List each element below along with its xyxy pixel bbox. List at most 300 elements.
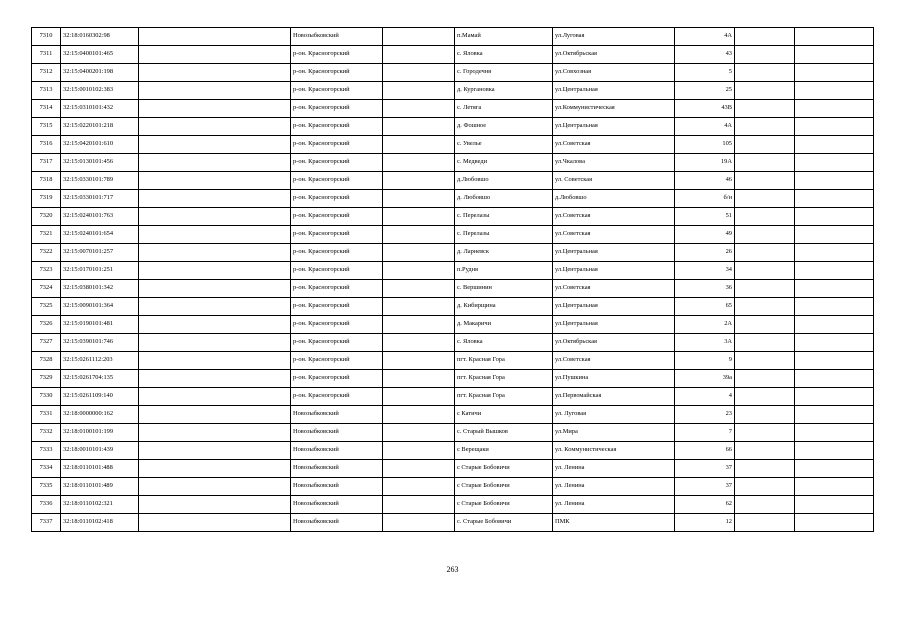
cell-empty <box>735 64 795 82</box>
cell-row-number: 7321 <box>32 226 61 244</box>
cell-settlement: с. Увелье <box>455 136 553 154</box>
cell-empty <box>735 424 795 442</box>
cell-empty <box>139 46 291 64</box>
cell-empty <box>139 154 291 172</box>
cell-house-number: 7 <box>675 424 735 442</box>
cell-house-number: 26 <box>675 244 735 262</box>
cell-empty <box>139 28 291 46</box>
cell-settlement: с Старые Бобовичи <box>455 478 553 496</box>
cell-district: р-он. Красногорский <box>291 388 383 406</box>
cell-cadastral-number: 32:15:0261704:135 <box>61 370 139 388</box>
cell-empty <box>139 136 291 154</box>
cell-empty <box>139 406 291 424</box>
cell-empty <box>383 442 455 460</box>
cell-street: ул.Советская <box>553 208 675 226</box>
table-row <box>32 244 874 262</box>
cell-street: ул. Ленина <box>553 478 675 496</box>
table-row <box>32 262 874 280</box>
cell-settlement: с Старые Бобовичи <box>455 460 553 478</box>
table-row <box>32 460 874 478</box>
cell-empty <box>383 28 455 46</box>
cell-empty <box>735 28 795 46</box>
cell-house-number: 5 <box>675 64 735 82</box>
cell-street: ул.Октябрьская <box>553 46 675 64</box>
table-row <box>32 370 874 388</box>
cell-empty <box>795 82 874 100</box>
cell-district: р-он. Красногорский <box>291 118 383 136</box>
cell-cadastral-number: 32:18:0000000:162 <box>61 406 139 424</box>
cell-house-number: 19А <box>675 154 735 172</box>
cell-empty <box>735 262 795 280</box>
table-row <box>32 118 874 136</box>
cell-empty <box>795 334 874 352</box>
cell-empty <box>383 172 455 190</box>
cell-district: Новозыбковский <box>291 424 383 442</box>
cell-cadastral-number: 32:15:0261112:203 <box>61 352 139 370</box>
table-row <box>32 154 874 172</box>
cell-cadastral-number: 32:18:0010101:439 <box>61 442 139 460</box>
cell-district: Новозыбковский <box>291 496 383 514</box>
cell-empty <box>735 118 795 136</box>
cell-empty <box>795 154 874 172</box>
cell-empty <box>735 226 795 244</box>
cell-settlement: пгт. Красная Гора <box>455 370 553 388</box>
cell-district: р-он. Красногорский <box>291 316 383 334</box>
cell-district: р-он. Красногорский <box>291 298 383 316</box>
table-row <box>32 64 874 82</box>
cell-house-number: 25 <box>675 82 735 100</box>
cell-empty <box>795 298 874 316</box>
cell-empty <box>795 388 874 406</box>
table-row <box>32 388 874 406</box>
cell-row-number: 7329 <box>32 370 61 388</box>
cell-cadastral-number: 32:18:0110102:321 <box>61 496 139 514</box>
cell-empty <box>795 262 874 280</box>
cell-cadastral-number: 32:15:0090101:364 <box>61 298 139 316</box>
cell-empty <box>383 280 455 298</box>
cell-settlement: с. Старый Вышков <box>455 424 553 442</box>
cell-cadastral-number: 32:15:0261109:140 <box>61 388 139 406</box>
cell-settlement: с. Городечня <box>455 64 553 82</box>
cell-empty <box>139 280 291 298</box>
cell-house-number: 4А <box>675 28 735 46</box>
cell-empty <box>139 208 291 226</box>
table-row <box>32 496 874 514</box>
cell-empty <box>735 280 795 298</box>
cell-empty <box>383 370 455 388</box>
cell-empty <box>139 316 291 334</box>
cell-empty <box>735 334 795 352</box>
cell-street: ул. Ленина <box>553 460 675 478</box>
cell-street: ул.Советская <box>553 226 675 244</box>
cell-house-number: 66 <box>675 442 735 460</box>
cell-row-number: 7326 <box>32 316 61 334</box>
table-row <box>32 316 874 334</box>
cell-empty <box>383 82 455 100</box>
cell-empty <box>795 118 874 136</box>
cell-settlement: д. Макаричи <box>455 316 553 334</box>
cell-row-number: 7316 <box>32 136 61 154</box>
table-row <box>32 46 874 64</box>
cell-row-number: 7335 <box>32 478 61 496</box>
cell-empty <box>795 28 874 46</box>
cell-empty <box>383 478 455 496</box>
cell-empty <box>139 82 291 100</box>
cell-settlement: пгт. Красная Гора <box>455 352 553 370</box>
cell-row-number: 7336 <box>32 496 61 514</box>
cell-empty <box>383 118 455 136</box>
cell-house-number: 37 <box>675 460 735 478</box>
cell-empty <box>383 244 455 262</box>
cell-empty <box>383 514 455 532</box>
cell-cadastral-number: 32:15:0240101:654 <box>61 226 139 244</box>
table-row <box>32 226 874 244</box>
cell-empty <box>795 244 874 262</box>
cell-empty <box>735 208 795 226</box>
cell-street: ул.Центральная <box>553 262 675 280</box>
cell-empty <box>139 334 291 352</box>
cell-empty <box>139 352 291 370</box>
cell-house-number: 105 <box>675 136 735 154</box>
cell-empty <box>383 262 455 280</box>
cell-empty <box>139 262 291 280</box>
cell-empty <box>795 100 874 118</box>
cell-empty <box>139 388 291 406</box>
cell-house-number: 4А <box>675 118 735 136</box>
cell-row-number: 7312 <box>32 64 61 82</box>
cell-settlement: пгт. Красная Гора <box>455 388 553 406</box>
cell-street: ул.Центральная <box>553 118 675 136</box>
cell-house-number: 9 <box>675 352 735 370</box>
table-row <box>32 478 874 496</box>
cell-row-number: 7311 <box>32 46 61 64</box>
cell-cadastral-number: 32:15:0240101:763 <box>61 208 139 226</box>
cell-house-number: 2А <box>675 316 735 334</box>
cell-house-number: 39а <box>675 370 735 388</box>
table-row <box>32 280 874 298</box>
cell-empty <box>139 190 291 208</box>
cell-empty <box>795 370 874 388</box>
cell-district: р-он. Красногорский <box>291 46 383 64</box>
cell-cadastral-number: 32:18:0110101:489 <box>61 478 139 496</box>
cell-house-number: 12 <box>675 514 735 532</box>
table-row <box>32 298 874 316</box>
cell-house-number: 62 <box>675 496 735 514</box>
cell-settlement: д. Кургановка <box>455 82 553 100</box>
cell-street: ул.Пушкина <box>553 370 675 388</box>
cell-settlement: с Верещаки <box>455 442 553 460</box>
cell-empty <box>795 280 874 298</box>
cell-settlement: д. Любовшо <box>455 190 553 208</box>
cell-row-number: 7319 <box>32 190 61 208</box>
cell-district: Новозыбковский <box>291 28 383 46</box>
cell-row-number: 7330 <box>32 388 61 406</box>
page-number: 263 <box>446 565 459 574</box>
cell-empty <box>735 100 795 118</box>
cell-house-number: 23 <box>675 406 735 424</box>
cell-cadastral-number: 32:15:0070101:257 <box>61 244 139 262</box>
cell-empty <box>795 496 874 514</box>
cell-cadastral-number: 32:15:0190101:481 <box>61 316 139 334</box>
cell-empty <box>735 406 795 424</box>
cell-row-number: 7313 <box>32 82 61 100</box>
cell-street: ул.Центральная <box>553 82 675 100</box>
cell-empty <box>735 496 795 514</box>
cell-empty <box>139 172 291 190</box>
cell-district: р-он. Красногорский <box>291 154 383 172</box>
cell-street: ул.Мира <box>553 424 675 442</box>
cell-cadastral-number: 32:15:0330101:717 <box>61 190 139 208</box>
cell-empty <box>735 514 795 532</box>
cell-district: р-он. Красногорский <box>291 352 383 370</box>
cell-settlement: д. Фошное <box>455 118 553 136</box>
cell-house-number: 49 <box>675 226 735 244</box>
cell-empty <box>735 388 795 406</box>
cell-cadastral-number: 32:15:0220101:218 <box>61 118 139 136</box>
cell-house-number: 46 <box>675 172 735 190</box>
cell-district: р-он. Красногорский <box>291 172 383 190</box>
cell-empty <box>139 514 291 532</box>
cell-street: ул.Советская <box>553 280 675 298</box>
cell-cadastral-number: 32:18:0110101:488 <box>61 460 139 478</box>
cell-row-number: 7325 <box>32 298 61 316</box>
cell-street: ул.Первомайская <box>553 388 675 406</box>
cell-district: Новозыбковский <box>291 460 383 478</box>
cell-row-number: 7323 <box>32 262 61 280</box>
cell-row-number: 7328 <box>32 352 61 370</box>
cell-house-number: 51 <box>675 208 735 226</box>
cell-empty <box>795 208 874 226</box>
cell-district: р-он. Красногорский <box>291 136 383 154</box>
cell-empty <box>139 64 291 82</box>
cell-district: р-он. Красногорский <box>291 190 383 208</box>
table-row <box>32 514 874 532</box>
cell-street: ул.Чкалова <box>553 154 675 172</box>
cell-street: ул.Центральная <box>553 244 675 262</box>
cell-empty <box>735 244 795 262</box>
cell-row-number: 7317 <box>32 154 61 172</box>
cell-empty <box>383 496 455 514</box>
cell-district: Новозыбковский <box>291 406 383 424</box>
cell-empty <box>383 154 455 172</box>
cell-district: р-он. Красногорский <box>291 370 383 388</box>
cell-cadastral-number: 32:15:0400201:198 <box>61 64 139 82</box>
table-row <box>32 136 874 154</box>
cell-empty <box>383 136 455 154</box>
cell-house-number: 43В <box>675 100 735 118</box>
cell-street: ул. Ленина <box>553 496 675 514</box>
cell-empty <box>735 370 795 388</box>
cell-empty <box>139 100 291 118</box>
cell-empty <box>383 208 455 226</box>
cell-street: д.Любовшо <box>553 190 675 208</box>
cell-empty <box>795 424 874 442</box>
cell-empty <box>795 316 874 334</box>
cell-empty <box>139 460 291 478</box>
cell-empty <box>735 190 795 208</box>
cell-house-number: 43 <box>675 46 735 64</box>
cell-empty <box>383 388 455 406</box>
cell-settlement: с. Летяга <box>455 100 553 118</box>
cell-house-number: 4 <box>675 388 735 406</box>
cell-street: ул.Октябрьская <box>553 334 675 352</box>
cell-row-number: 7322 <box>32 244 61 262</box>
cell-empty <box>735 172 795 190</box>
cell-row-number: 7332 <box>32 424 61 442</box>
table-row <box>32 424 874 442</box>
cell-empty <box>795 46 874 64</box>
cell-empty <box>383 460 455 478</box>
cell-cadastral-number: 32:18:0160302:98 <box>61 28 139 46</box>
table-row <box>32 100 874 118</box>
cell-row-number: 7334 <box>32 460 61 478</box>
cell-empty <box>795 478 874 496</box>
cell-cadastral-number: 32:15:0390101:746 <box>61 334 139 352</box>
cell-district: р-он. Красногорский <box>291 208 383 226</box>
cell-cadastral-number: 32:15:0170101:251 <box>61 262 139 280</box>
cell-house-number: 37 <box>675 478 735 496</box>
cell-empty <box>139 244 291 262</box>
cell-empty <box>795 64 874 82</box>
cell-row-number: 7333 <box>32 442 61 460</box>
cell-empty <box>735 460 795 478</box>
cell-settlement: с. Яловка <box>455 334 553 352</box>
cell-empty <box>735 442 795 460</box>
cell-empty <box>795 514 874 532</box>
cell-district: р-он. Красногорский <box>291 262 383 280</box>
cell-cadastral-number: 32:15:0310101:432 <box>61 100 139 118</box>
cell-cadastral-number: 32:15:0380101:342 <box>61 280 139 298</box>
cell-house-number: 36 <box>675 280 735 298</box>
cell-empty <box>383 334 455 352</box>
cell-empty <box>795 442 874 460</box>
cell-settlement: с. Перелазы <box>455 208 553 226</box>
cell-street: ул.Коммунистическая <box>553 100 675 118</box>
cell-row-number: 7320 <box>32 208 61 226</box>
cell-street: ул.Совхозная <box>553 64 675 82</box>
cell-empty <box>383 226 455 244</box>
cell-empty <box>735 136 795 154</box>
cell-settlement: с Старые Бобовичи <box>455 496 553 514</box>
cell-empty <box>139 118 291 136</box>
cell-settlement: д.Любовшо <box>455 172 553 190</box>
cell-empty <box>795 460 874 478</box>
cell-house-number: 34 <box>675 262 735 280</box>
cell-settlement: п.Мамай <box>455 28 553 46</box>
cell-empty <box>795 406 874 424</box>
registry-table <box>31 27 874 532</box>
cell-empty <box>795 136 874 154</box>
cell-settlement: с Катичи <box>455 406 553 424</box>
cell-street: ул.Советская <box>553 352 675 370</box>
cell-empty <box>139 442 291 460</box>
cell-street: ПМК <box>553 514 675 532</box>
cell-street: ул. Коммунистическая <box>553 442 675 460</box>
cell-empty <box>139 424 291 442</box>
cell-settlement: д. Ларневск <box>455 244 553 262</box>
cell-street: ул.Центральная <box>553 316 675 334</box>
registry-table-body <box>32 28 874 532</box>
cell-empty <box>795 226 874 244</box>
cell-settlement: д. Кибирщина <box>455 298 553 316</box>
table-row <box>32 406 874 424</box>
cell-district: Новозыбковский <box>291 478 383 496</box>
cell-cadastral-number: 32:15:0420101:610 <box>61 136 139 154</box>
cell-row-number: 7315 <box>32 118 61 136</box>
cell-house-number: 65 <box>675 298 735 316</box>
cell-district: р-он. Красногорский <box>291 226 383 244</box>
cell-settlement: с. Старые Бобовичи <box>455 514 553 532</box>
cell-cadastral-number: 32:18:0110102:418 <box>61 514 139 532</box>
cell-street: ул. Советская <box>553 172 675 190</box>
cell-empty <box>139 298 291 316</box>
cell-empty <box>139 478 291 496</box>
cell-district: р-он. Красногорский <box>291 244 383 262</box>
cell-house-number: 3А <box>675 334 735 352</box>
cell-district: р-он. Красногорский <box>291 64 383 82</box>
cell-row-number: 7324 <box>32 280 61 298</box>
cell-empty <box>383 406 455 424</box>
cell-settlement: с. Медведи <box>455 154 553 172</box>
table-row <box>32 172 874 190</box>
cell-empty <box>139 226 291 244</box>
cell-empty <box>383 424 455 442</box>
cell-empty <box>735 82 795 100</box>
cell-empty <box>735 46 795 64</box>
cell-empty <box>383 352 455 370</box>
cell-cadastral-number: 32:15:0130101:456 <box>61 154 139 172</box>
cell-settlement: с. Вершинин <box>455 280 553 298</box>
table-row <box>32 352 874 370</box>
cell-row-number: 7314 <box>32 100 61 118</box>
cell-empty <box>139 496 291 514</box>
cell-empty <box>383 100 455 118</box>
cell-district: р-он. Красногорский <box>291 82 383 100</box>
cell-empty <box>383 46 455 64</box>
cell-empty <box>795 190 874 208</box>
cell-empty <box>735 316 795 334</box>
cell-row-number: 7310 <box>32 28 61 46</box>
cell-house-number: б/н <box>675 190 735 208</box>
cell-empty <box>383 64 455 82</box>
cell-street: ул.Луговая <box>553 28 675 46</box>
cell-street: ул.Центральная <box>553 298 675 316</box>
cell-district: р-он. Красногорский <box>291 334 383 352</box>
cell-district: р-он. Красногорский <box>291 280 383 298</box>
cell-empty <box>735 154 795 172</box>
table-row <box>32 82 874 100</box>
cell-empty <box>795 172 874 190</box>
cell-row-number: 7337 <box>32 514 61 532</box>
cell-settlement: п.Рудня <box>455 262 553 280</box>
table-row <box>32 28 874 46</box>
cell-empty <box>383 298 455 316</box>
cell-empty <box>139 370 291 388</box>
cell-district: Новозыбковский <box>291 514 383 532</box>
table-row <box>32 190 874 208</box>
cell-row-number: 7331 <box>32 406 61 424</box>
table-row <box>32 442 874 460</box>
cell-settlement: с. Яловка <box>455 46 553 64</box>
cell-row-number: 7327 <box>32 334 61 352</box>
cell-settlement: с. Перелазы <box>455 226 553 244</box>
cell-street: ул. Луговая <box>553 406 675 424</box>
cell-street: ул.Советская <box>553 136 675 154</box>
cell-empty <box>795 352 874 370</box>
cell-district: р-он. Красногорский <box>291 100 383 118</box>
cell-empty <box>383 316 455 334</box>
cell-district: Новозыбковский <box>291 442 383 460</box>
